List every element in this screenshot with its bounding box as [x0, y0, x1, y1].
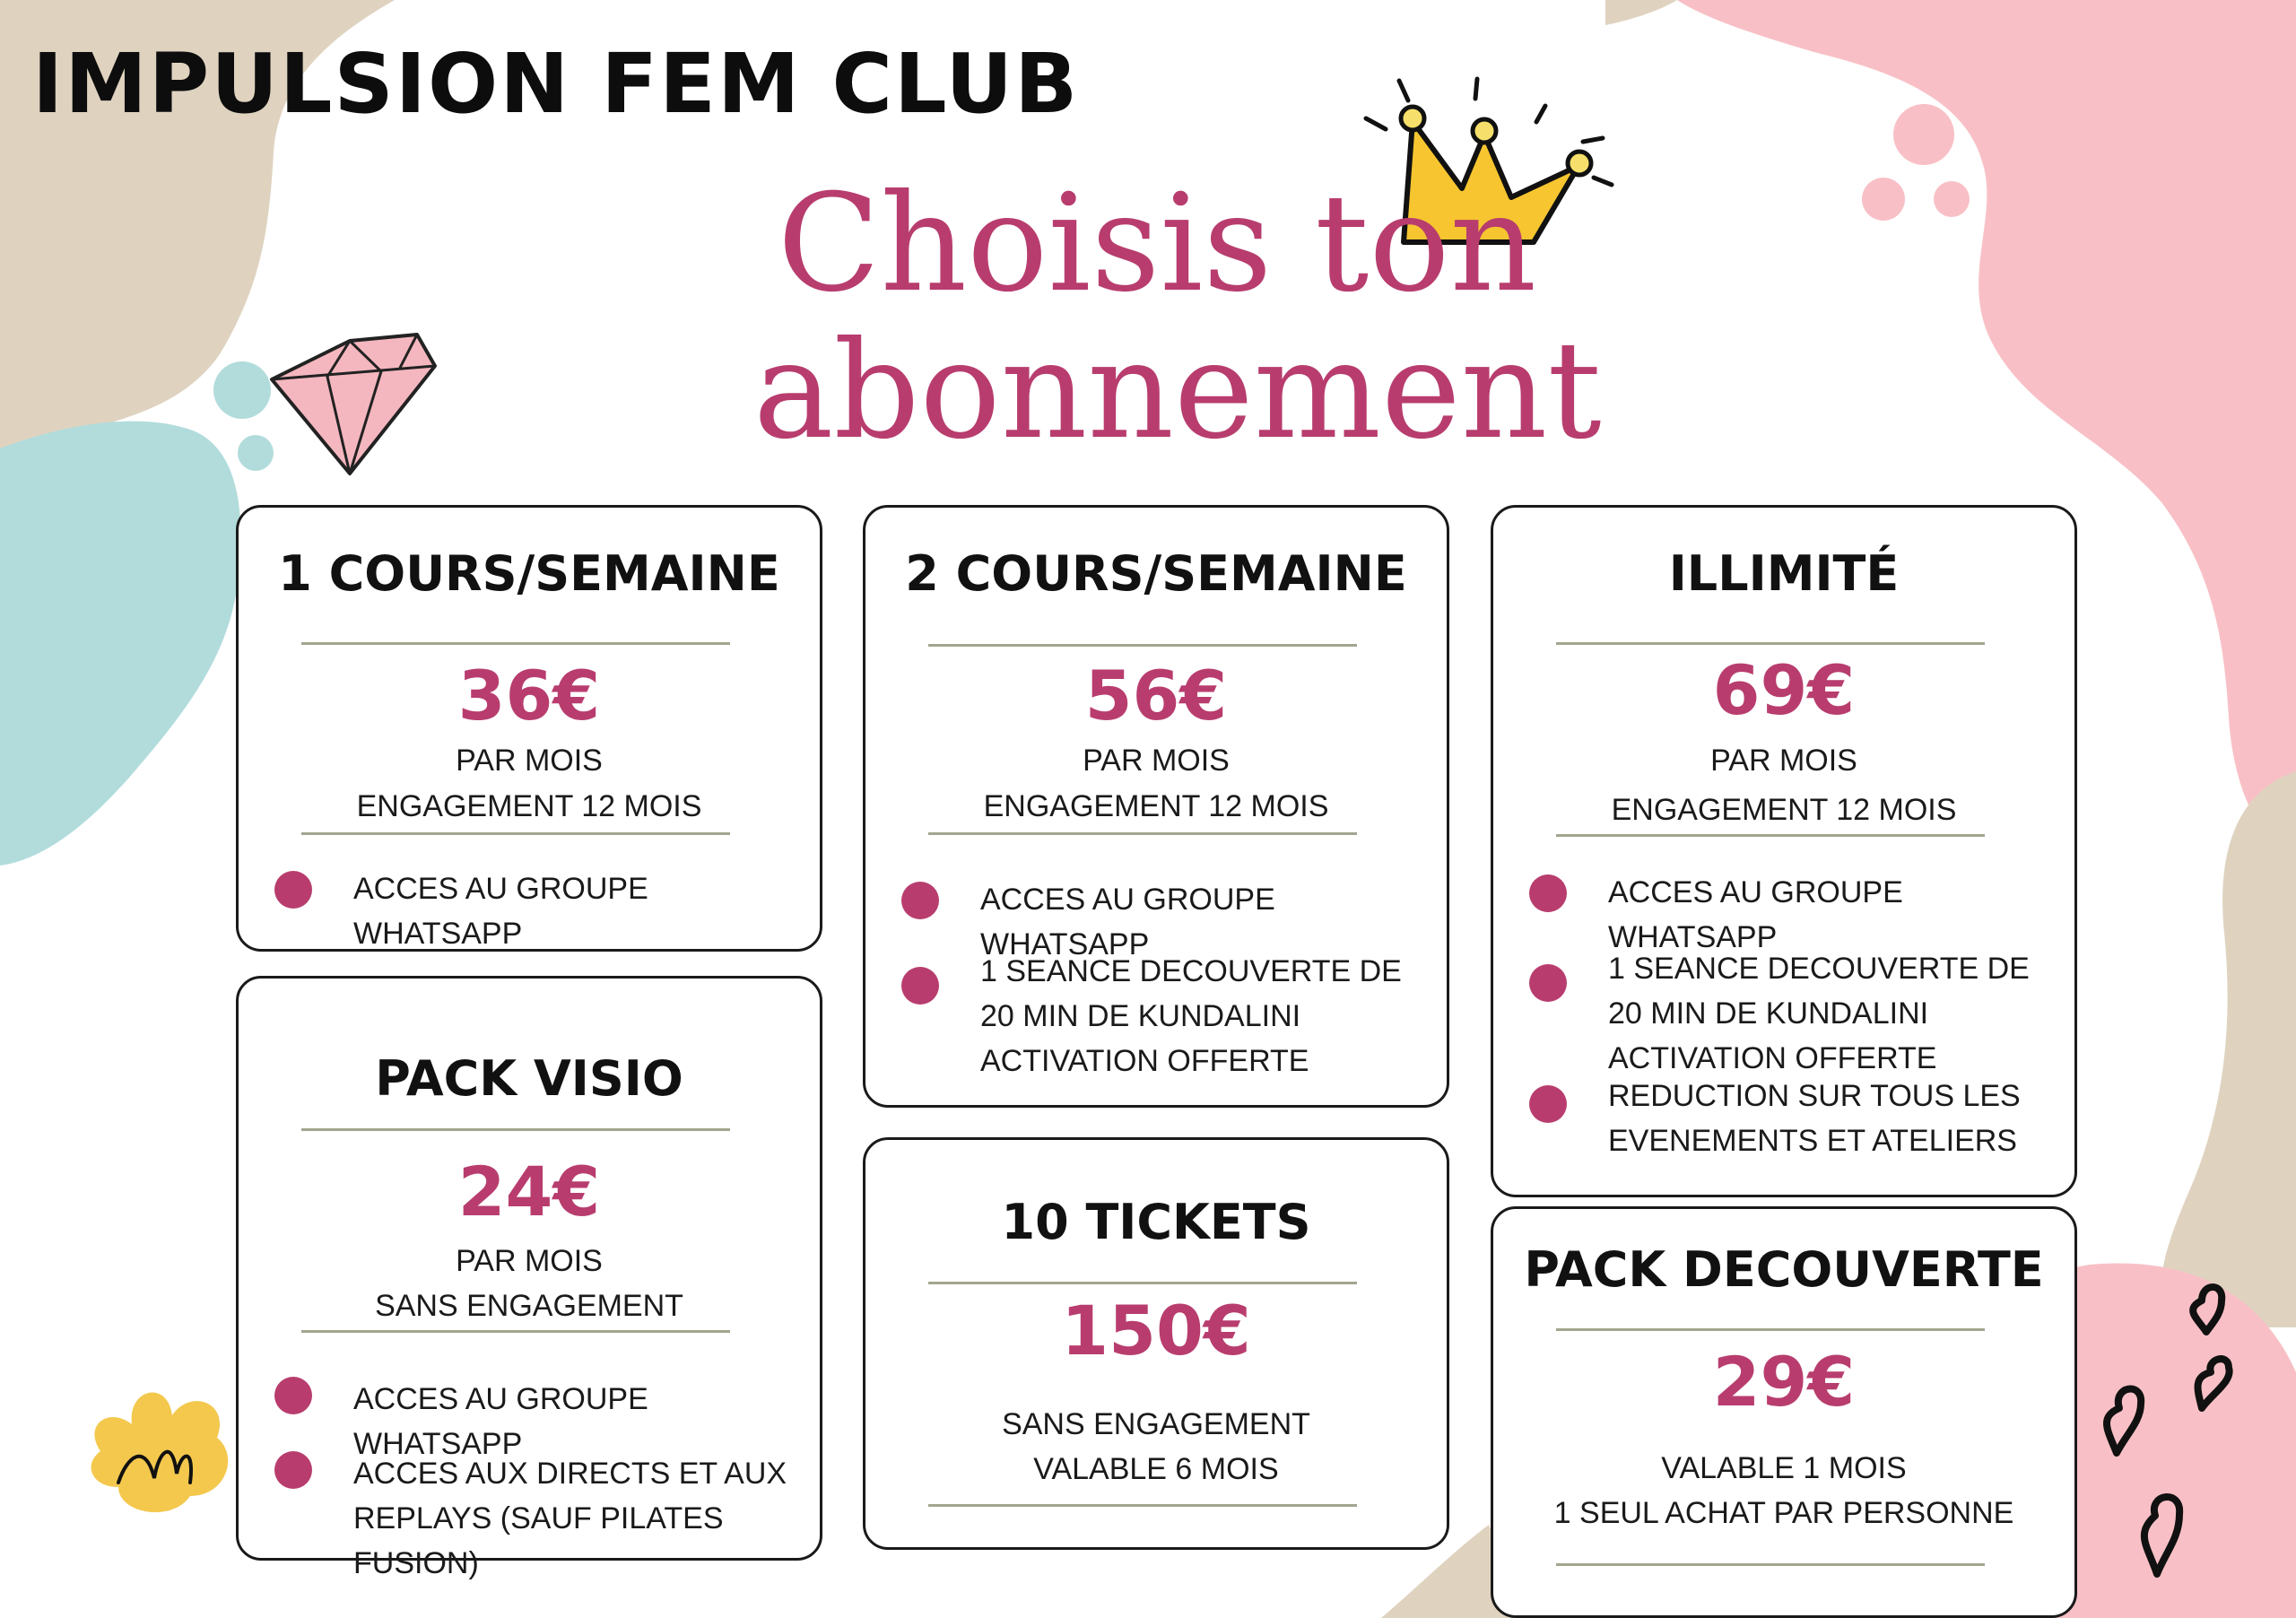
- plan-card-two-courses[interactable]: [863, 505, 1449, 1108]
- plan-price: 69€: [1712, 650, 1856, 730]
- bullet-dot: [274, 871, 312, 909]
- plan-title: 10 TICKETS: [1001, 1194, 1311, 1250]
- plan-title: 1 COURS/SEMAINE: [278, 545, 780, 602]
- plan-title: ILLIMITÉ: [1668, 545, 1900, 602]
- bullet-dot: [1529, 874, 1567, 912]
- plan-price: 24€: [457, 1152, 601, 1231]
- divider: [928, 1504, 1357, 1507]
- feature-text: 1 SEANCE DECOUVERTE DE 20 MIN DE KUNDALINI ACTIVATION OFFERTE: [1608, 952, 2030, 1075]
- plan-period: PAR MOIS: [456, 1244, 603, 1278]
- bullet-dot: [1529, 1085, 1567, 1123]
- page-title-line-1: Choisis ton: [777, 166, 1537, 322]
- feature-text: REDUCTION SUR TOUS LES EVENEMENTS ET ATELIERS: [1608, 1079, 2021, 1158]
- feature-text: ACCES AU GROUPE WHATSAPP: [1608, 875, 1903, 954]
- plan-price: 36€: [457, 656, 601, 735]
- feature-text: ACCES AUX DIRECTS ET AUX REPLAYS (SAUF PILATES FUSION): [353, 1457, 787, 1580]
- divider: [1556, 1328, 1985, 1331]
- divider: [928, 644, 1357, 647]
- plan-price: 29€: [1712, 1342, 1856, 1422]
- plan-commitment: ENGAGEMENT 12 MOIS: [1611, 793, 1957, 827]
- bullet-dot: [1529, 964, 1567, 1002]
- plan-limit: 1 SEUL ACHAT PAR PERSONNE: [1553, 1496, 2014, 1530]
- plan-price: 56€: [1084, 656, 1228, 735]
- pink-dot-2: [1862, 178, 1905, 221]
- plan-commitment: SANS ENGAGEMENT: [375, 1289, 683, 1323]
- plan-card-unlimited[interactable]: [1491, 505, 2077, 1197]
- page-title: [753, 166, 1602, 469]
- divider: [301, 642, 730, 645]
- plan-period: PAR MOIS: [1710, 744, 1857, 778]
- bullet-dot: [901, 882, 939, 919]
- plan-card-tickets[interactable]: [863, 1137, 1449, 1550]
- plan-title: PACK DECOUVERTE: [1524, 1241, 2044, 1298]
- divider: [1556, 834, 1985, 837]
- flower-icon: [83, 1370, 244, 1523]
- diamond-icon: [265, 330, 444, 483]
- feature-text: ACCES AU GROUPE WHATSAPP: [353, 1382, 648, 1461]
- pink-dot-3: [1934, 181, 1970, 217]
- divider: [301, 832, 730, 835]
- plan-validity: VALABLE 6 MOIS: [1033, 1452, 1279, 1486]
- divider: [301, 1330, 730, 1333]
- divider: [301, 1128, 730, 1131]
- feature-text: ACCES AU GROUPE WHATSAPP: [980, 883, 1275, 961]
- feature-text: 1 SEANCE DECOUVERTE DE 20 MIN DE KUNDALINI ACTIVATION OFFERTE: [980, 954, 1402, 1078]
- brand-logo-text: IMPULSION FEM CLUB: [32, 36, 1080, 132]
- plan-commitment: SANS ENGAGEMENT: [1002, 1407, 1310, 1441]
- pink-dot-1: [1893, 104, 1954, 165]
- page-title-line-2: abonnement: [753, 313, 1602, 469]
- beige-blob-right: [2161, 771, 2296, 1327]
- bullet-dot: [901, 967, 939, 1005]
- plan-validity: VALABLE 1 MOIS: [1661, 1451, 1907, 1485]
- teal-blob-left: [0, 422, 240, 866]
- plan-commitment: ENGAGEMENT 12 MOIS: [983, 789, 1329, 823]
- plan-card-one-course[interactable]: [236, 505, 822, 952]
- feature-text: ACCES AU GROUPE WHATSAPP: [353, 872, 648, 951]
- divider: [1556, 1563, 1985, 1566]
- teal-dot-1: [213, 361, 271, 419]
- plan-commitment: ENGAGEMENT 12 MOIS: [356, 789, 702, 823]
- plan-title: PACK VISIO: [375, 1050, 683, 1107]
- divider: [1556, 642, 1985, 645]
- plan-period: PAR MOIS: [1083, 744, 1230, 778]
- plan-card-visio[interactable]: [236, 976, 822, 1580]
- plan-card-discovery[interactable]: [1491, 1206, 2077, 1618]
- beige-blob-top-right: [1605, 0, 1677, 25]
- bullet-dot: [274, 1377, 312, 1414]
- divider: [928, 1282, 1357, 1284]
- bullet-dot: [274, 1451, 312, 1489]
- plan-price: 150€: [1061, 1291, 1251, 1370]
- plan-period: PAR MOIS: [456, 744, 603, 778]
- plan-title: 2 COURS/SEMAINE: [905, 545, 1407, 602]
- divider: [928, 832, 1357, 835]
